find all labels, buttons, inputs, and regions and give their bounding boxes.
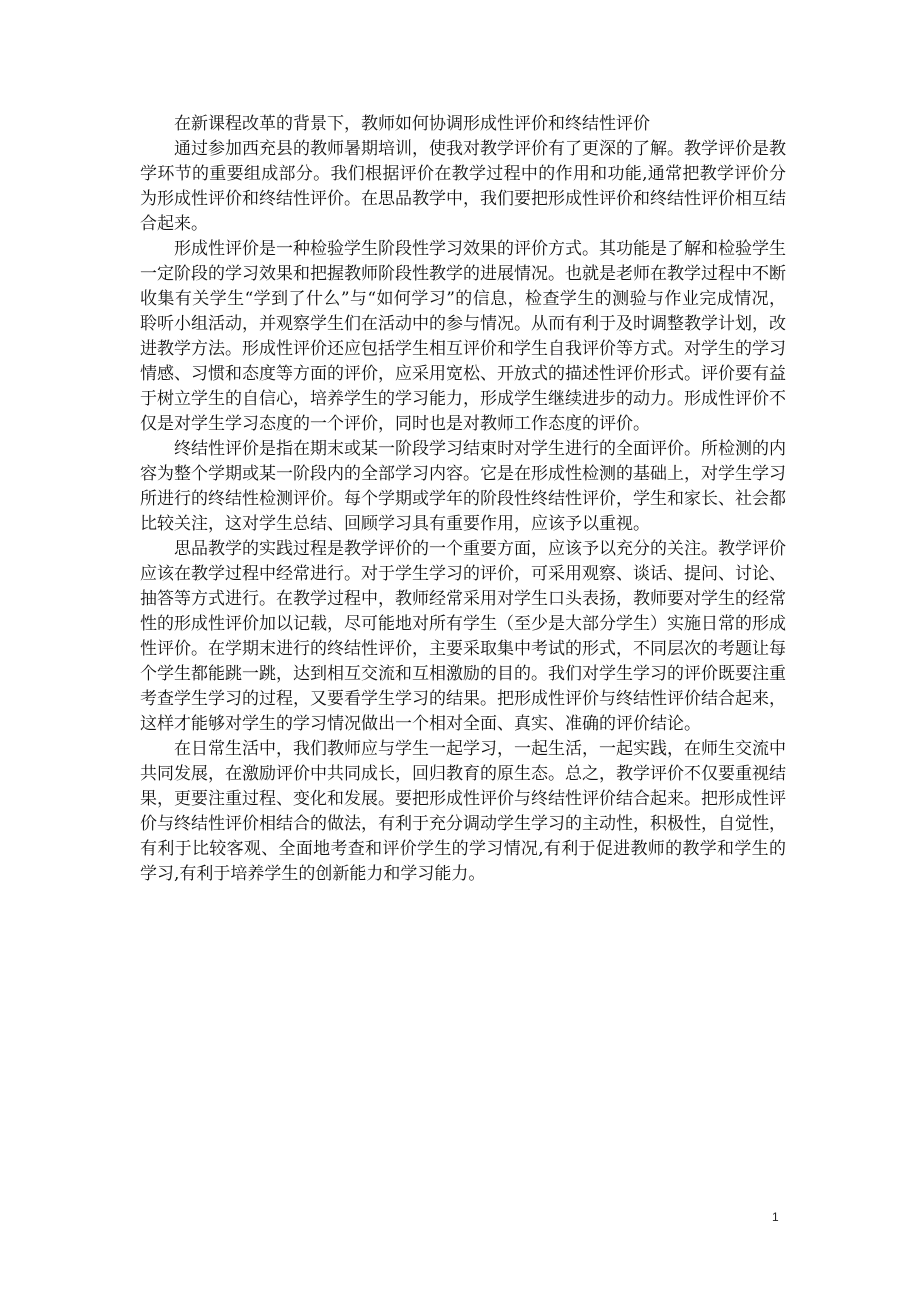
paragraph-intro: 通过参加西充县的教师暑期培训，使我对教学评价有了更深的了解。教学评价是教学环节的重要组成部分。我们根据评价在教学过程中的作用和功能,通常把教学评价分为形成性评价和终结性评价。在思品教学中，我们要把形成性评价和终结性评价相互结合起来。 (140, 139, 786, 234)
page-number: 1 (772, 1210, 779, 1224)
paragraph-teaching-practice: 思品教学的实践过程是教学评价的一个重要方面，应该予以充分的关注。教学评价应该在教学过程中经常进行。对于学生学习的评价，可采用观察、谈话、提问、讨论、抽答等方式进行。在教学过程中，教师经常采用对学生口头表扬，教师要对学生的经常性的形成性评价加以记载，尽可能地对所有学生（至少是大部分学生）实施日常的形成性评价。在学期末进行的终结性评价，主要采取集中考试的形式，不同层次的考题让每个学生都能跳一跳，达到相互交流和互相激励的目的。我们对学生学习的评价既要注重考查学生学习的过程，又要看学生学习的结果。把形成性评价与终结性评价结合起来，这样才能够对学生的学习情况做出一个相对全面、真实、准确的评价结论。 (140, 539, 786, 734)
document-body (140, 112, 786, 887)
paragraph-formative-evaluation: 形成性评价是一种检验学生阶段性学习效果的评价方式。其功能是了解和检验学生一定阶段的学习效果和把握教师阶段性教学的进展情况。也就是老师在教学过程中不断收集有关学生“学到了什么”与“如何学习”的信息，检查学生的测验与作业完成情况，聆听小组活动，并观察学生们在活动中的参与情况。从而有利于及时调整教学计划，改进教学方法。形成性评价还应包括学生相互评价和学生自我评价等方式。对学生的学习情感、习惯和态度等方面的评价，应采用宽松、开放式的描述性评价形式。评价要有益于树立学生的自信心，培养学生的学习能力，形成学生继续进步的动力。形成性评价不仅是对学生学习态度的一个评价，同时也是对教师工作态度的评价。 (140, 239, 786, 434)
document-title: 在新课程改革的背景下，教师如何协调形成性评价和终结性评价 (174, 114, 650, 134)
paragraph-summative-evaluation: 终结性评价是指在期末或某一阶段学习结束时对学生进行的全面评价。所检测的内容为整个学期或某一阶段内的全部学习内容。它是在形成性检测的基础上，对学生学习所进行的终结性检测评价。每个学期或学年的阶段性终结性评价，学生和家长、社会都比较关注，这对学生总结、回顾学习具有重要作用，应该予以重视。 (140, 439, 786, 534)
paragraph-conclusion: 在日常生活中，我们教师应与学生一起学习，一起生活，一起实践，在师生交流中共同发展，在激励评价中共同成长，回归教育的原生态。总之，教学评价不仅要重视结果，更要注重过程、变化和发展。要把形成性评价与终结性评价结合起来。把形成性评价与终结性评价相结合的做法，有利于充分调动学生学习的主动性，积极性，自觉性，有利于比较客观、全面地考查和评价学生的学习情况,有利于促进教师的教学和学生的学习,有利于培养学生的创新能力和学习能力。 (140, 739, 786, 884)
